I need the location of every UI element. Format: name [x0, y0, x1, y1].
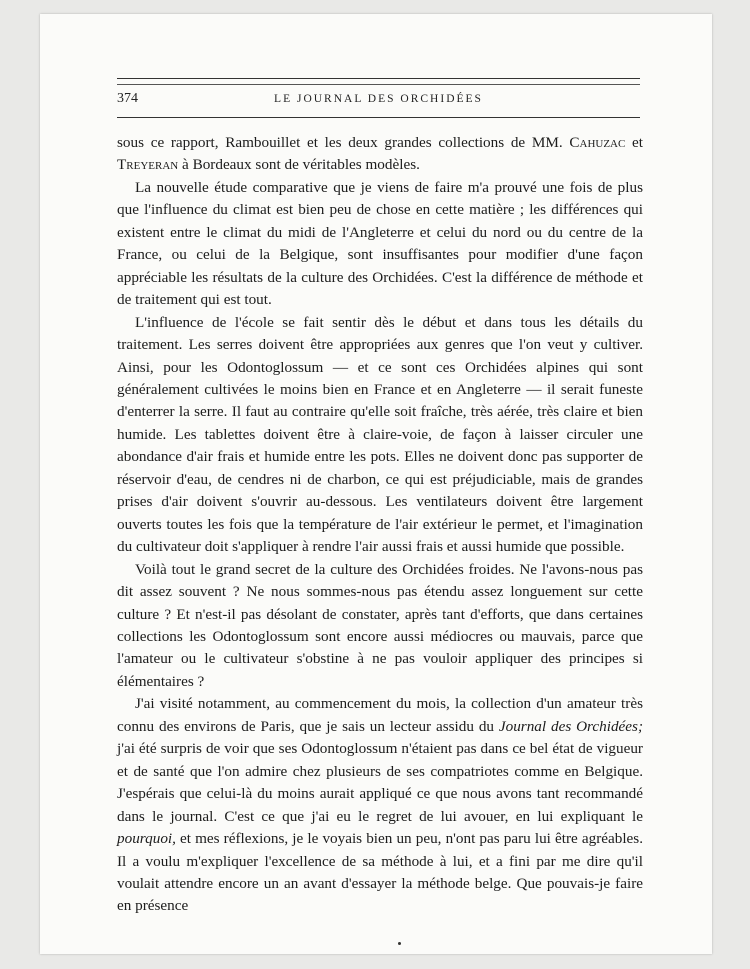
- text-run: et: [625, 134, 643, 151]
- text-run: et mes réflexions, je le voyais bien un peu, n'ont pas paru lui être agréables. Il a voulu m'expliquer l'excellence de sa méthode à lui, et a fini par me dire qu'il voulait attendre encore un an avant d'essayer la méthode belge. Que pouvais-je faire en présence: [117, 830, 643, 915]
- name-treyeran: Treyeran: [117, 156, 179, 174]
- paragraph-2: La nouvelle étude comparative que je viens de faire m'a prouvé une fois de plus que l'influence du climat est bien peu de chose en cette matière ; les différences qui existent entre le climat du midi de l'Angleterre et celui du nord ou du centre de la France, ou celui de la Belgique, sont insuffisantes pour modifier d'une façon appréciable les résultats de la culture des Orchidées. C'est la différence de méthode et de traitement qui est tout.: [117, 178, 643, 309]
- ink-speck: [398, 942, 401, 945]
- running-title: LE JOURNAL DES ORCHIDÉES: [274, 93, 483, 105]
- paragraph-1: [117, 132, 643, 177]
- paragraph-3: L'influence de l'école se fait sentir dès le début et dans tous les détails du traitement. Les serres doivent être appropriées aux genres que l'on veut y cultiver. Ainsi, pour les Odontoglossum — et ce sont ces Orchidées alpines qui sont généralement cultivées le moins bien en France et en Angleterre — il serait funeste d'enterrer la serre. Il faut au contraire qu'elle soit fraîche, très aérée, très claire et bien humide. Les tablettes doivent être à claire-voie, de façon à laisser circuler une abondance d'air frais et humide entre les pots. Elles ne doivent donc pas supporter de réservoir d'eau, de cendres ni de charbon, ce qui est préjudiciable, mais de grandes prises d'air doivent s'ouvrir au-dessous. Les ventilateurs doivent être largement ouverts toutes les fois que la température de l'air extérieur le permet, et l'imagination du cultivateur doit s'appliquer à rendre l'air aussi frais et aussi humide que possible.: [117, 313, 643, 556]
- journal-title-italic: Journal des Orchidées;: [498, 717, 644, 735]
- text-run: J'ai visité notamment, au commencement du mois, la collection d'un amateur très connu des environs de Paris, que je sais un lecteur assidu du: [117, 695, 643, 735]
- name-cahuzac: Cahuzac: [569, 134, 626, 151]
- text-run: à Bordeaux sont de véritables modèles.: [178, 156, 420, 174]
- pourquoi-italic: pourquoi,: [117, 830, 176, 848]
- paragraph-5: [117, 693, 643, 918]
- page-header: [117, 78, 640, 118]
- paragraph-4: Voilà tout le grand secret de la culture des Orchidées froides. Ne l'avons-nous pas dit assez souvent ? Ne nous sommes-nous pas étendu assez longuement sur cette culture ? Et n'est-il pas désolant de constater, après tant d'efforts, que dans certaines collections les Odontoglossum sont encore aussi médiocres ou mauvais, parce que l'amateur ou le cultivateur s'obstine à ne pas vouloir appliquer des principes si élémentaires ?: [117, 560, 643, 690]
- page-number: 374: [117, 91, 138, 106]
- text-run: j'ai été surpris de voir que ses Odontoglossum n'étaient pas dans ce bel état de vigueur et de santé que l'on admire chez plusieurs de ses compatriotes comme en Belgique. J'espérais que celui-là du moins aurait appliqué ce que nous avons tant recommandé dans le journal. C'est ce que j'ai eu le regret de lui avouer, en lui expliquant le: [117, 740, 643, 825]
- header-rule: [117, 84, 640, 85]
- body-text: [117, 132, 643, 918]
- text-run: sous ce rapport, Rambouillet et les deux grandes collections de MM.: [117, 134, 570, 151]
